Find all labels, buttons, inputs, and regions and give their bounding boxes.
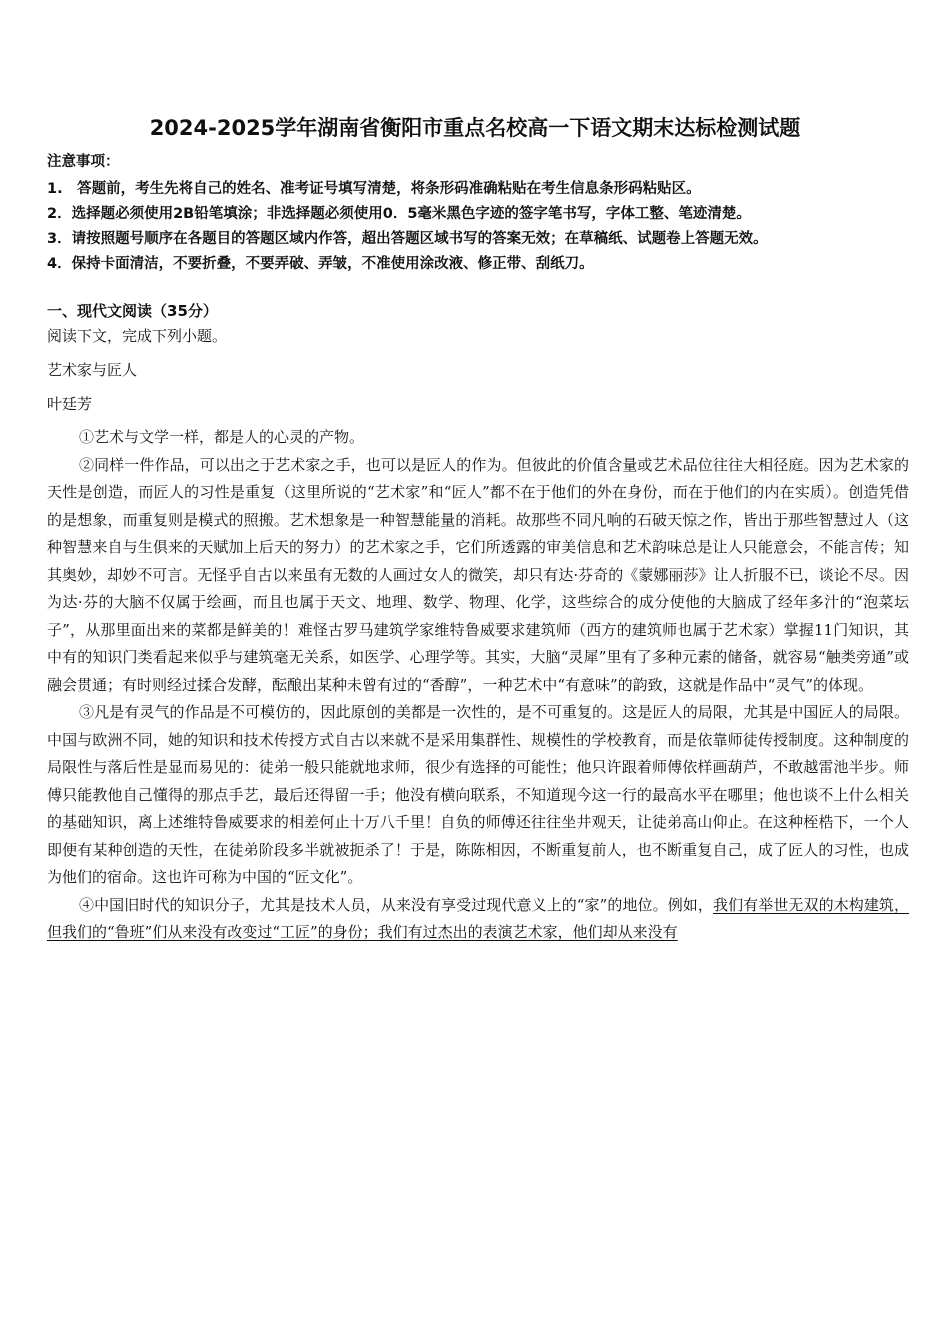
notice-item-1: 1. 答题前，考生先将自己的姓名、准考证号填写清楚，将条形码准确粘贴在考生信息条形码粘贴区。 [47, 181, 701, 197]
paragraph-4-underlined: 我们有举世无双的木构建筑，但我们的“鲁班”们从来没有改变过“工匠”的身份；我们有过杰出的表演艺术家，他们却从来没有 [47, 895, 909, 941]
notice-item-3: 3．请按照题号顺序在各题目的答题区域内作答，超出答题区域书写的答案无效；在草稿纸、试题卷上答题无效。 [47, 231, 768, 247]
notice-heading: 注意事项： [47, 154, 120, 170]
section-heading: 一、现代文阅读（35分） [47, 302, 218, 320]
notice-item-2: 2．选择题必须使用2B铅笔填涂；非选择题必须使用0．5毫米黑色字迹的签字笔书写，字体工整、笔迹清楚。 [47, 206, 751, 222]
paragraph-2: ②同样一件作品，可以出之于艺术家之手，也可以是匠人的作为。但彼此的价值含量或艺术品位往往大相径庭。因为艺术家的天性是创造，而匠人的习性是重复（这里所说的“艺术家”和“匠人”都不在于他们的外在身份，而在于他们的内在实质）。创造凭借的是想象，而重复则是模式的照搬。艺术想象是一种智慧能量的消耗。故那些不同凡响的石破天惊之作，皆出于那些智慧过人（这种智慧来自与生俱来的天赋加上后天的努力）的艺术家之手，它们所透露的审美信息和艺术韵味总是让人只能意会，不能言传；知其奥妙，却妙不可言。无怪乎自古以来虽有无数的人画过女人的微笑，却只有达·芬奇的《蒙娜丽莎》让人折服不已，谈论不尽。因为达·芬的大脑不仅属于绘画，而且也属于天文、地理、数学、物理、化学，这些综合的成分使他的大脑成了经年多汁的“泡菜坛子”，从那里面出来的菜都是鲜美的！难怪古罗马建筑学家维特鲁威要求建筑师（西方的建筑师也属于艺术家）掌握11门知识，其中有的知识门类看起来似乎与建筑毫无关系，如医学、心理学等。其实，大脑“灵犀”里有了多种元素的储备，就容易“触类旁通”或融会贯通；有时则经过揉合发酵，酝酿出某种未曾有过的“香醇”，一种艺术中“有意味”的韵致，这就是作品中“灵气”的体现。 [47, 455, 909, 694]
article-title: 艺术家与匠人 [47, 361, 138, 379]
paragraph-4-lead: ④中国旧时代的知识分子，尤其是技术人员，从来没有享受过现代意义上的“家”的地位。例如， [79, 895, 713, 914]
paragraph-1: ①艺术与文学一样，都是人的心灵的产物。 [79, 428, 365, 446]
page-title: 2024-2025学年湖南省衡阳市重点名校高一下语文期末达标检测试题 [149, 116, 801, 140]
article-body [47, 424, 909, 947]
paragraph-3: ③凡是有灵气的作品是不可模仿的，因此原创的美都是一次性的，是不可重复的。这是匠人的局限，尤其是中国匠人的局限。中国与欧洲不同，她的知识和技术传授方式自古以来就不是采用集群性、规模性的学校教育，而是依靠师徒传授制度。这种制度的局限性与落后性是显而易见的：徒弟一般只能就地求师，很少有选择的可能性；他只许跟着师傅依样画葫芦，不敢越雷池半步。师傅只能教他自己懂得的那点手艺，最后还得留一手；他没有横向联系，不知道现今这一行的最高水平在哪里；他也谈不上什么相关的基础知识，离上述维特鲁威要求的相差何止十万八千里！自负的师傅还往往坐井观天，让徒弟高山仰止。在这种桎梏下，一个人即便有某种创造的天性，在徒弟阶段多半就被扼杀了！于是，陈陈相因，不断重复前人，也不断重复自己，成了匠人的习性，也成为他们的宿命。这也许可称为中国的“匠文化”。 [47, 703, 909, 886]
notice-item-4: 4．保持卡面清洁，不要折叠，不要弄破、弄皱，不准使用涂改液、修正带、刮纸刀。 [47, 256, 594, 272]
article-author: 叶廷芳 [47, 395, 93, 413]
paragraph-4 [47, 892, 909, 947]
section-instruction: 阅读下文，完成下列小题。 [47, 327, 228, 345]
